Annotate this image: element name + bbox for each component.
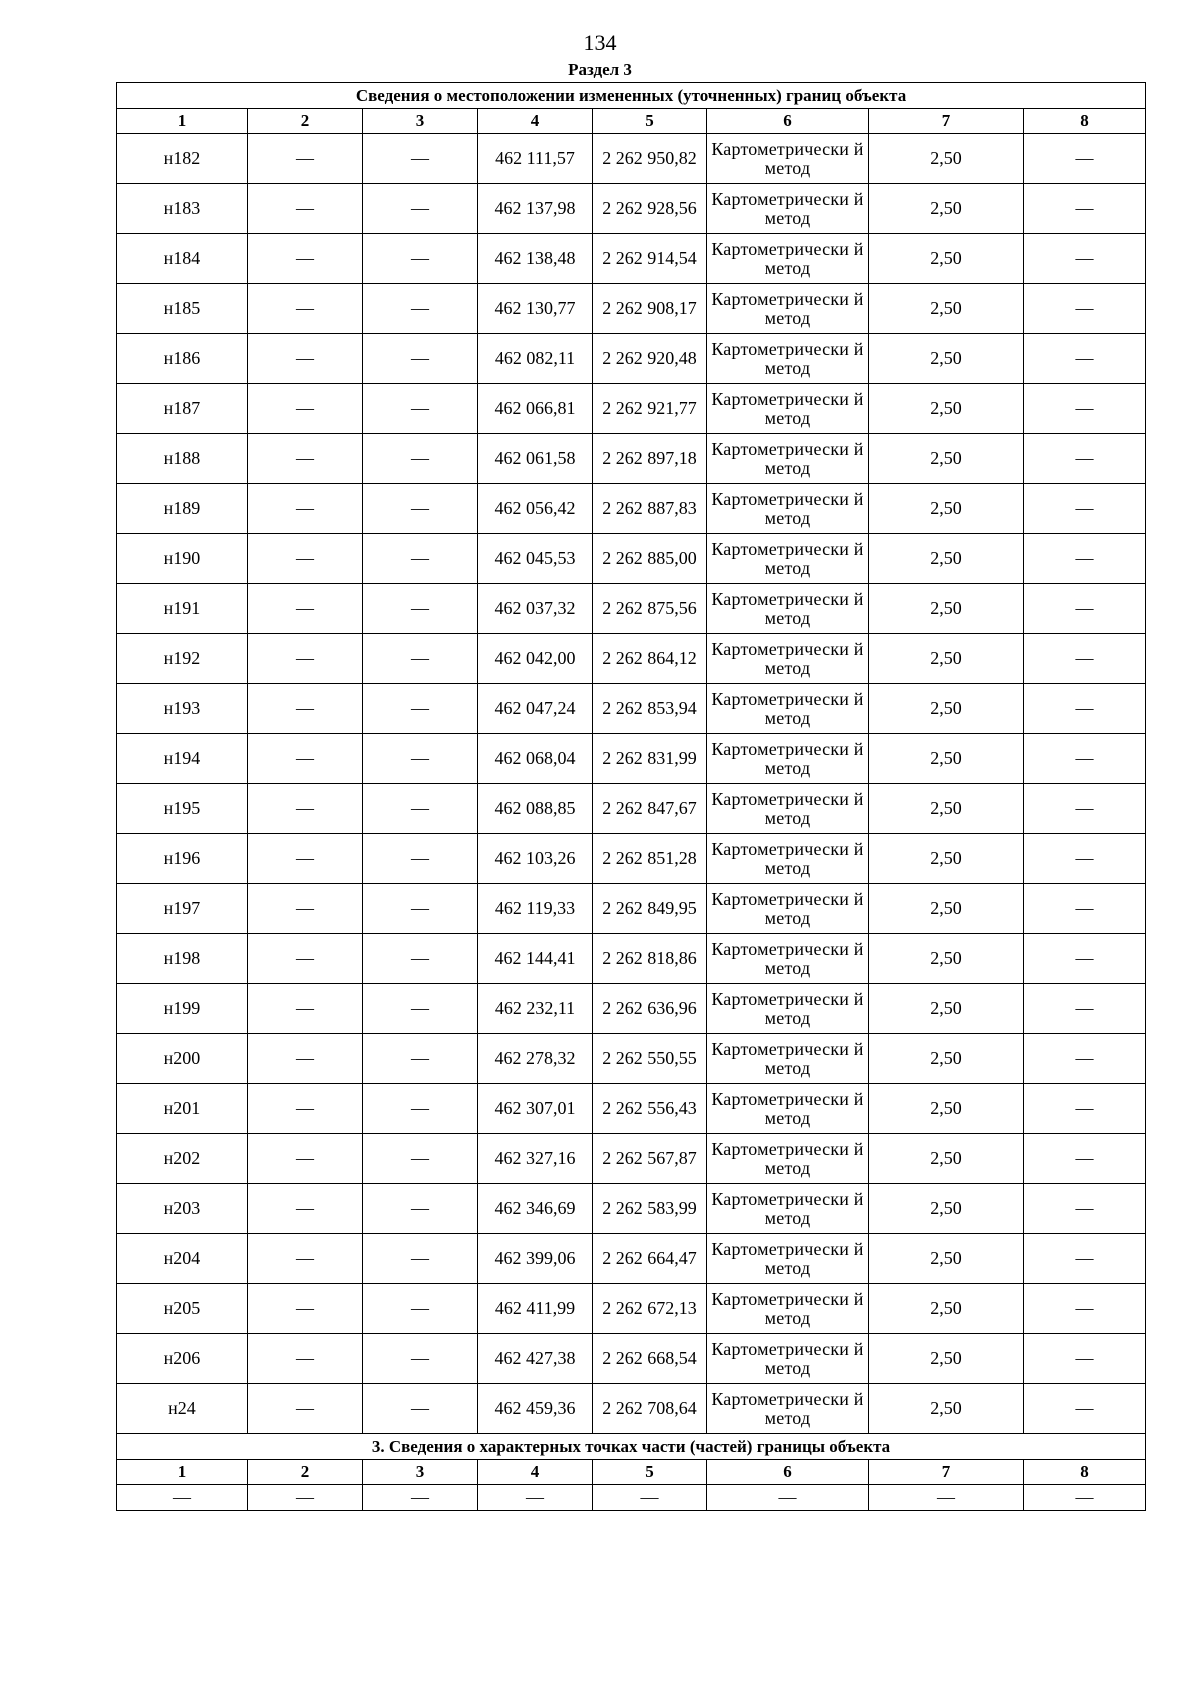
cell-method: Картометрически й метод bbox=[707, 834, 869, 884]
table-row bbox=[117, 1184, 1146, 1234]
cell-accuracy: 2,50 bbox=[869, 284, 1024, 334]
cell-col-8: — bbox=[1024, 1334, 1146, 1384]
cell-method: Картометрически й метод bbox=[707, 884, 869, 934]
cell-col-2: — bbox=[248, 1284, 363, 1334]
cell-accuracy: 2,50 bbox=[869, 1284, 1024, 1334]
cell-coord-x: 462 307,01 bbox=[478, 1084, 593, 1134]
cell-col-2: — bbox=[248, 384, 363, 434]
cell-accuracy: 2,50 bbox=[869, 1084, 1024, 1134]
cell-col-3: — bbox=[363, 984, 478, 1034]
cell-point-name: н201 bbox=[117, 1084, 248, 1134]
cell-point-name: н185 bbox=[117, 284, 248, 334]
column-header: 6 bbox=[707, 1460, 869, 1485]
cell-col-8: — bbox=[1024, 934, 1146, 984]
cell-point-name: н197 bbox=[117, 884, 248, 934]
cell-coord-x: 462 459,36 bbox=[478, 1384, 593, 1434]
cell-coord-y: 2 262 921,77 bbox=[593, 384, 707, 434]
cell-col-8: — bbox=[1024, 784, 1146, 834]
cell-coord-y: — bbox=[593, 1485, 707, 1511]
table-row bbox=[117, 584, 1146, 634]
cell-coord-y: 2 262 550,55 bbox=[593, 1034, 707, 1084]
table-row bbox=[117, 934, 1146, 984]
cell-coord-y: 2 262 864,12 bbox=[593, 634, 707, 684]
cell-accuracy: 2,50 bbox=[869, 734, 1024, 784]
cell-coord-x: 462 037,32 bbox=[478, 584, 593, 634]
cell-col-2: — bbox=[248, 934, 363, 984]
cell-method: Картометрически й метод bbox=[707, 634, 869, 684]
cell-method: Картометрически й метод bbox=[707, 784, 869, 834]
cell-col-2: — bbox=[248, 234, 363, 284]
cell-col-3: — bbox=[363, 1485, 478, 1511]
cell-coord-y: 2 262 928,56 bbox=[593, 184, 707, 234]
cell-col-8: — bbox=[1024, 1084, 1146, 1134]
cell-coord-y: 2 262 672,13 bbox=[593, 1284, 707, 1334]
cell-col-2: — bbox=[248, 684, 363, 734]
cell-method: Картометрически й метод bbox=[707, 434, 869, 484]
cell-coord-x: 462 119,33 bbox=[478, 884, 593, 934]
coordinates-table bbox=[116, 82, 1146, 1511]
cell-method: Картометрически й метод bbox=[707, 734, 869, 784]
table1-title-row bbox=[117, 83, 1146, 109]
cell-coord-x: 462 061,58 bbox=[478, 434, 593, 484]
table-row bbox=[117, 534, 1146, 584]
cell-col-2: — bbox=[248, 334, 363, 384]
cell-col-2: — bbox=[248, 984, 363, 1034]
cell-col-2: — bbox=[248, 1334, 363, 1384]
table-row bbox=[117, 984, 1146, 1034]
table-row bbox=[117, 884, 1146, 934]
cell-accuracy: 2,50 bbox=[869, 434, 1024, 484]
cell-coord-y: 2 262 885,00 bbox=[593, 534, 707, 584]
cell-method: Картометрически й метод bbox=[707, 684, 869, 734]
cell-col-3: — bbox=[363, 1184, 478, 1234]
cell-accuracy: 2,50 bbox=[869, 234, 1024, 284]
cell-coord-y: 2 262 831,99 bbox=[593, 734, 707, 784]
table-row bbox=[117, 334, 1146, 384]
cell-col-3: — bbox=[363, 584, 478, 634]
column-header-row bbox=[117, 109, 1146, 134]
cell-point-name: н194 bbox=[117, 734, 248, 784]
table-row bbox=[117, 1485, 1146, 1511]
cell-coord-x: 462 130,77 bbox=[478, 284, 593, 334]
column-header: 5 bbox=[593, 109, 707, 134]
cell-col-2: — bbox=[248, 1084, 363, 1134]
cell-col-3: — bbox=[363, 434, 478, 484]
column-header: 8 bbox=[1024, 1460, 1146, 1485]
cell-col-8: — bbox=[1024, 1034, 1146, 1084]
cell-method: Картометрически й метод bbox=[707, 134, 869, 184]
cell-coord-x: 462 042,00 bbox=[478, 634, 593, 684]
cell-point-name: н189 bbox=[117, 484, 248, 534]
cell-point-name: н204 bbox=[117, 1234, 248, 1284]
cell-method: Картометрически й метод bbox=[707, 1384, 869, 1434]
cell-col-8: — bbox=[1024, 134, 1146, 184]
cell-coord-x: 462 327,16 bbox=[478, 1134, 593, 1184]
cell-method: Картометрически й метод bbox=[707, 284, 869, 334]
cell-coord-y: 2 262 668,54 bbox=[593, 1334, 707, 1384]
cell-coord-x: 462 144,41 bbox=[478, 934, 593, 984]
cell-col-2: — bbox=[248, 784, 363, 834]
column-header: 7 bbox=[869, 109, 1024, 134]
cell-col-3: — bbox=[363, 184, 478, 234]
cell-point-name: н203 bbox=[117, 1184, 248, 1234]
cell-col-8: — bbox=[1024, 434, 1146, 484]
cell-point-name: н206 bbox=[117, 1334, 248, 1384]
cell-accuracy: 2,50 bbox=[869, 184, 1024, 234]
cell-coord-x: 462 411,99 bbox=[478, 1284, 593, 1334]
cell-accuracy: 2,50 bbox=[869, 1184, 1024, 1234]
cell-col-8: — bbox=[1024, 184, 1146, 234]
cell-coord-y: 2 262 818,86 bbox=[593, 934, 707, 984]
cell-point-name: н186 bbox=[117, 334, 248, 384]
table-row bbox=[117, 634, 1146, 684]
cell-coord-y: 2 262 847,67 bbox=[593, 784, 707, 834]
cell-point-name: н195 bbox=[117, 784, 248, 834]
table2-title: 3. Сведения о характерных точках части (частей) границы объекта bbox=[117, 1434, 1146, 1460]
cell-method: Картометрически й метод bbox=[707, 1084, 869, 1134]
cell-col-2: — bbox=[248, 284, 363, 334]
cell-coord-x: 462 111,57 bbox=[478, 134, 593, 184]
cell-col-8: — bbox=[1024, 1184, 1146, 1234]
section-label: Раздел 3 bbox=[568, 60, 632, 79]
cell-col-8: — bbox=[1024, 1384, 1146, 1434]
cell-coord-x: 462 068,04 bbox=[478, 734, 593, 784]
cell-coord-y: 2 262 849,95 bbox=[593, 884, 707, 934]
cell-point-name: н202 bbox=[117, 1134, 248, 1184]
cell-col-2: — bbox=[248, 834, 363, 884]
cell-point-name: н199 bbox=[117, 984, 248, 1034]
cell-point-name: н188 bbox=[117, 434, 248, 484]
cell-col-8: — bbox=[1024, 234, 1146, 284]
cell-point-name: н182 bbox=[117, 134, 248, 184]
cell-method: Картометрически й метод bbox=[707, 584, 869, 634]
cell-col-3: — bbox=[363, 134, 478, 184]
cell-accuracy: 2,50 bbox=[869, 934, 1024, 984]
cell-col-2: — bbox=[248, 1134, 363, 1184]
cell-accuracy: 2,50 bbox=[869, 1384, 1024, 1434]
cell-method: Картометрически й метод bbox=[707, 234, 869, 284]
cell-method: — bbox=[707, 1485, 869, 1511]
cell-accuracy: 2,50 bbox=[869, 684, 1024, 734]
cell-col-2: — bbox=[248, 1485, 363, 1511]
cell-accuracy: 2,50 bbox=[869, 1034, 1024, 1084]
cell-accuracy: 2,50 bbox=[869, 334, 1024, 384]
cell-col-3: — bbox=[363, 1134, 478, 1184]
cell-coord-y: 2 262 875,56 bbox=[593, 584, 707, 634]
cell-col-8: — bbox=[1024, 1234, 1146, 1284]
cell-col-3: — bbox=[363, 1034, 478, 1084]
cell-method: Картометрически й метод bbox=[707, 384, 869, 434]
table-row bbox=[117, 1334, 1146, 1384]
cell-col-2: — bbox=[248, 134, 363, 184]
cell-coord-y: 2 262 583,99 bbox=[593, 1184, 707, 1234]
cell-coord-y: 2 262 636,96 bbox=[593, 984, 707, 1034]
table-row bbox=[117, 234, 1146, 284]
cell-col-3: — bbox=[363, 334, 478, 384]
column-header: 6 bbox=[707, 109, 869, 134]
cell-point-name: н192 bbox=[117, 634, 248, 684]
cell-coord-x: 462 232,11 bbox=[478, 984, 593, 1034]
cell-coord-y: 2 262 664,47 bbox=[593, 1234, 707, 1284]
cell-accuracy: — bbox=[869, 1485, 1024, 1511]
cell-method: Картометрически й метод bbox=[707, 1034, 869, 1084]
cell-coord-y: 2 262 908,17 bbox=[593, 284, 707, 334]
cell-coord-x: 462 137,98 bbox=[478, 184, 593, 234]
cell-coord-y: 2 262 887,83 bbox=[593, 484, 707, 534]
cell-col-3: — bbox=[363, 684, 478, 734]
cell-col-3: — bbox=[363, 1334, 478, 1384]
cell-col-2: — bbox=[248, 1184, 363, 1234]
cell-col-3: — bbox=[363, 884, 478, 934]
cell-accuracy: 2,50 bbox=[869, 1134, 1024, 1184]
table-row bbox=[117, 134, 1146, 184]
column-header: 7 bbox=[869, 1460, 1024, 1485]
cell-coord-y: 2 262 556,43 bbox=[593, 1084, 707, 1134]
cell-coord-y: 2 262 708,64 bbox=[593, 1384, 707, 1434]
table1-title: Сведения о местоположении измененных (уточненных) границ объекта bbox=[117, 83, 1146, 109]
cell-method: Картометрически й метод bbox=[707, 1234, 869, 1284]
cell-col-3: — bbox=[363, 234, 478, 284]
cell-col-3: — bbox=[363, 284, 478, 334]
cell-accuracy: 2,50 bbox=[869, 384, 1024, 434]
cell-col-3: — bbox=[363, 784, 478, 834]
cell-col-3: — bbox=[363, 1234, 478, 1284]
cell-col-8: — bbox=[1024, 684, 1146, 734]
table-row bbox=[117, 284, 1146, 334]
cell-coord-x: 462 088,85 bbox=[478, 784, 593, 834]
cell-accuracy: 2,50 bbox=[869, 134, 1024, 184]
column-header: 5 bbox=[593, 1460, 707, 1485]
cell-col-8: — bbox=[1024, 734, 1146, 784]
cell-col-3: — bbox=[363, 534, 478, 584]
cell-accuracy: 2,50 bbox=[869, 534, 1024, 584]
table-row bbox=[117, 834, 1146, 884]
table-row bbox=[117, 1084, 1146, 1134]
table-row bbox=[117, 1384, 1146, 1434]
cell-col-2: — bbox=[248, 884, 363, 934]
table-row bbox=[117, 1034, 1146, 1084]
cell-coord-x: 462 082,11 bbox=[478, 334, 593, 384]
column-header-row bbox=[117, 1460, 1146, 1485]
cell-point-name: н190 bbox=[117, 534, 248, 584]
cell-accuracy: 2,50 bbox=[869, 584, 1024, 634]
cell-point-name: н184 bbox=[117, 234, 248, 284]
cell-col-8: — bbox=[1024, 834, 1146, 884]
table-row bbox=[117, 734, 1146, 784]
column-header: 2 bbox=[248, 109, 363, 134]
cell-col-3: — bbox=[363, 1084, 478, 1134]
cell-col-2: — bbox=[248, 1384, 363, 1434]
cell-col-2: — bbox=[248, 734, 363, 784]
cell-accuracy: 2,50 bbox=[869, 834, 1024, 884]
cell-col-8: — bbox=[1024, 334, 1146, 384]
column-header: 2 bbox=[248, 1460, 363, 1485]
cell-col-3: — bbox=[363, 1384, 478, 1434]
cell-method: Картометрически й метод bbox=[707, 934, 869, 984]
cell-coord-x: — bbox=[478, 1485, 593, 1511]
cell-point-name: н196 bbox=[117, 834, 248, 884]
cell-col-3: — bbox=[363, 484, 478, 534]
cell-point-name: н198 bbox=[117, 934, 248, 984]
cell-coord-y: 2 262 567,87 bbox=[593, 1134, 707, 1184]
cell-point-name: — bbox=[117, 1485, 248, 1511]
cell-coord-x: 462 346,69 bbox=[478, 1184, 593, 1234]
cell-method: Картометрически й метод bbox=[707, 1184, 869, 1234]
table-row bbox=[117, 384, 1146, 434]
cell-col-2: — bbox=[248, 1034, 363, 1084]
cell-coord-x: 462 399,06 bbox=[478, 1234, 593, 1284]
cell-col-2: — bbox=[248, 184, 363, 234]
cell-coord-y: 2 262 914,54 bbox=[593, 234, 707, 284]
cell-coord-y: 2 262 950,82 bbox=[593, 134, 707, 184]
cell-col-3: — bbox=[363, 934, 478, 984]
cell-method: Картометрически й метод bbox=[707, 1134, 869, 1184]
cell-method: Картометрически й метод bbox=[707, 1284, 869, 1334]
cell-col-3: — bbox=[363, 734, 478, 784]
column-header: 1 bbox=[117, 109, 248, 134]
table-row bbox=[117, 434, 1146, 484]
cell-accuracy: 2,50 bbox=[869, 484, 1024, 534]
cell-col-2: — bbox=[248, 434, 363, 484]
cell-accuracy: 2,50 bbox=[869, 884, 1024, 934]
table-row bbox=[117, 1234, 1146, 1284]
cell-col-2: — bbox=[248, 1234, 363, 1284]
cell-accuracy: 2,50 bbox=[869, 1234, 1024, 1284]
cell-coord-x: 462 103,26 bbox=[478, 834, 593, 884]
cell-accuracy: 2,50 bbox=[869, 784, 1024, 834]
column-header: 3 bbox=[363, 1460, 478, 1485]
cell-col-3: — bbox=[363, 1284, 478, 1334]
cell-col-8: — bbox=[1024, 884, 1146, 934]
cell-col-8: — bbox=[1024, 1134, 1146, 1184]
table-row bbox=[117, 1284, 1146, 1334]
cell-col-8: — bbox=[1024, 534, 1146, 584]
column-header: 8 bbox=[1024, 109, 1146, 134]
column-header: 4 bbox=[478, 1460, 593, 1485]
table-row bbox=[117, 484, 1146, 534]
cell-point-name: н191 bbox=[117, 584, 248, 634]
cell-method: Картометрически й метод bbox=[707, 484, 869, 534]
cell-col-3: — bbox=[363, 384, 478, 434]
column-header: 1 bbox=[117, 1460, 248, 1485]
cell-coord-x: 462 056,42 bbox=[478, 484, 593, 534]
cell-method: Картометрически й метод bbox=[707, 984, 869, 1034]
cell-coord-x: 462 066,81 bbox=[478, 384, 593, 434]
cell-coord-y: 2 262 853,94 bbox=[593, 684, 707, 734]
cell-coord-y: 2 262 851,28 bbox=[593, 834, 707, 884]
page-number: 134 bbox=[583, 30, 617, 55]
cell-col-3: — bbox=[363, 834, 478, 884]
cell-method: Картометрически й метод bbox=[707, 184, 869, 234]
cell-col-3: — bbox=[363, 634, 478, 684]
cell-point-name: н200 bbox=[117, 1034, 248, 1084]
cell-col-8: — bbox=[1024, 384, 1146, 434]
cell-col-2: — bbox=[248, 484, 363, 534]
column-header: 4 bbox=[478, 109, 593, 134]
cell-coord-x: 462 045,53 bbox=[478, 534, 593, 584]
column-header: 3 bbox=[363, 109, 478, 134]
cell-point-name: н187 bbox=[117, 384, 248, 434]
cell-accuracy: 2,50 bbox=[869, 1334, 1024, 1384]
cell-coord-y: 2 262 920,48 bbox=[593, 334, 707, 384]
table-row bbox=[117, 784, 1146, 834]
cell-col-8: — bbox=[1024, 1284, 1146, 1334]
table2-title-row bbox=[117, 1434, 1146, 1460]
cell-col-8: — bbox=[1024, 984, 1146, 1034]
cell-col-8: — bbox=[1024, 634, 1146, 684]
table-row bbox=[117, 684, 1146, 734]
cell-point-name: н205 bbox=[117, 1284, 248, 1334]
cell-col-2: — bbox=[248, 534, 363, 584]
cell-coord-x: 462 278,32 bbox=[478, 1034, 593, 1084]
cell-point-name: н24 bbox=[117, 1384, 248, 1434]
cell-coord-x: 462 427,38 bbox=[478, 1334, 593, 1384]
cell-coord-x: 462 047,24 bbox=[478, 684, 593, 734]
cell-point-name: н193 bbox=[117, 684, 248, 734]
cell-coord-y: 2 262 897,18 bbox=[593, 434, 707, 484]
cell-accuracy: 2,50 bbox=[869, 984, 1024, 1034]
table-row bbox=[117, 184, 1146, 234]
cell-accuracy: 2,50 bbox=[869, 634, 1024, 684]
cell-method: Картометрически й метод bbox=[707, 534, 869, 584]
cell-col-2: — bbox=[248, 584, 363, 634]
table-row bbox=[117, 1134, 1146, 1184]
cell-method: Картометрически й метод bbox=[707, 334, 869, 384]
cell-point-name: н183 bbox=[117, 184, 248, 234]
cell-coord-x: 462 138,48 bbox=[478, 234, 593, 284]
cell-col-8: — bbox=[1024, 1485, 1146, 1511]
cell-method: Картометрически й метод bbox=[707, 1334, 869, 1384]
cell-col-8: — bbox=[1024, 484, 1146, 534]
cell-col-8: — bbox=[1024, 284, 1146, 334]
cell-col-8: — bbox=[1024, 584, 1146, 634]
cell-col-2: — bbox=[248, 634, 363, 684]
